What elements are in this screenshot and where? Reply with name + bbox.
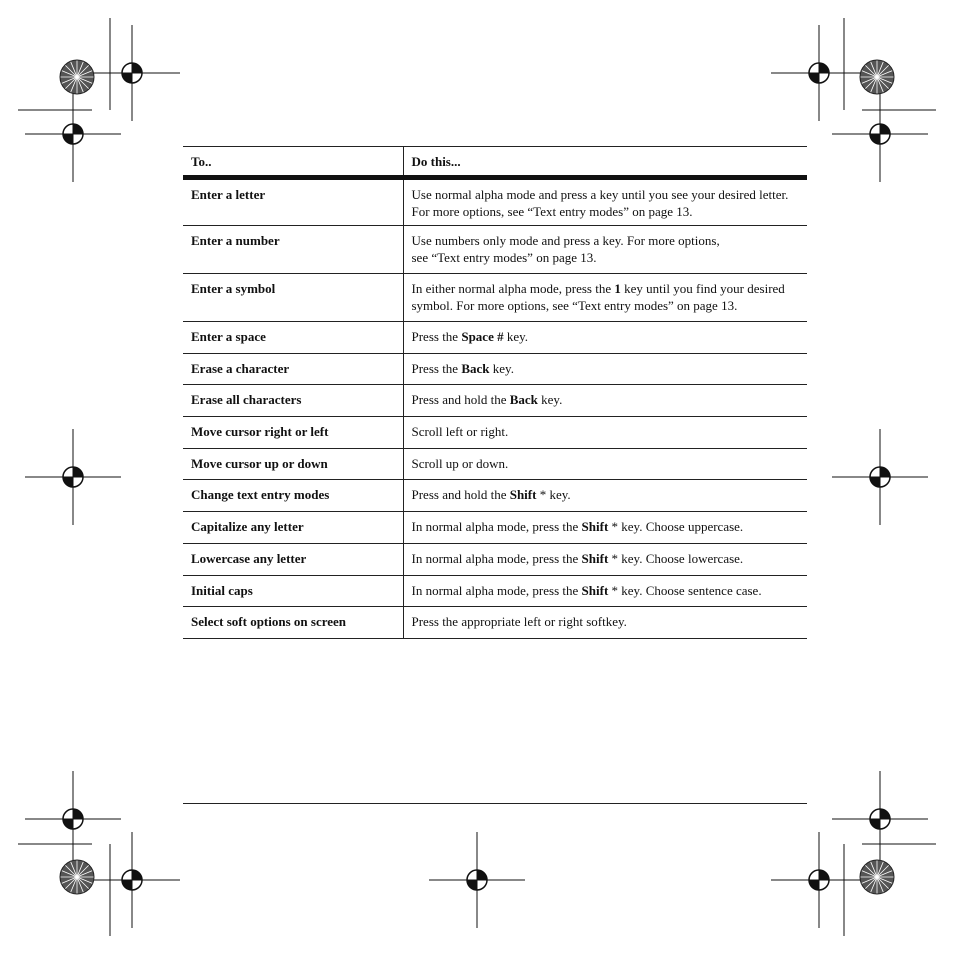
task-cell: Move cursor right or left	[183, 417, 403, 449]
registration-target-icon	[771, 832, 867, 928]
registration-target-icon	[84, 832, 180, 928]
table-row	[183, 322, 807, 354]
action-cell: In either normal alpha mode, press the 1 key until you find your desired symbol. For more options, see “Text entry modes” on page 13.	[403, 274, 807, 322]
color-starburst-icon	[860, 860, 894, 894]
table-header-row	[183, 147, 807, 178]
table-row	[183, 512, 807, 544]
task-cell: Select soft options on screen	[183, 607, 403, 639]
action-cell: Press the appropriate left or right softkey.	[403, 607, 807, 639]
task-cell: Change text entry modes	[183, 480, 403, 512]
registration-target-icon	[25, 86, 121, 182]
registration-target-icon	[771, 25, 867, 121]
color-starburst-icon	[60, 860, 94, 894]
table-row	[183, 607, 807, 639]
registration-target-icon	[25, 771, 121, 867]
footer-rule	[183, 803, 807, 804]
text-entry-table	[183, 146, 807, 639]
task-cell: Enter a space	[183, 322, 403, 354]
registration-target-icon	[832, 429, 928, 525]
task-cell: Erase a character	[183, 353, 403, 385]
action-cell: In normal alpha mode, press the Shift * key. Choose sentence case.	[403, 575, 807, 607]
action-cell: Use numbers only mode and press a key. For more options, see “Text entry modes” on page 13.	[403, 226, 807, 274]
table-row	[183, 226, 807, 274]
registration-target-icon	[832, 771, 928, 867]
column-header-task: To..	[183, 147, 403, 178]
task-cell: Capitalize any letter	[183, 512, 403, 544]
table-row	[183, 480, 807, 512]
action-cell: In normal alpha mode, press the Shift * key. Choose lowercase.	[403, 543, 807, 575]
action-cell: Press the Back key.	[403, 353, 807, 385]
task-cell: Lowercase any letter	[183, 543, 403, 575]
action-cell: Press and hold the Shift * key.	[403, 480, 807, 512]
task-cell: Enter a symbol	[183, 274, 403, 322]
table-row	[183, 353, 807, 385]
action-cell: Scroll up or down.	[403, 448, 807, 480]
action-cell: Scroll left or right.	[403, 417, 807, 449]
task-cell: Initial caps	[183, 575, 403, 607]
table-row	[183, 417, 807, 449]
registration-target-icon	[84, 25, 180, 121]
registration-target-icon	[832, 86, 928, 182]
action-cell: In normal alpha mode, press the Shift * key. Choose uppercase.	[403, 512, 807, 544]
color-starburst-icon	[60, 60, 94, 94]
action-cell: Use normal alpha mode and press a key until you see your desired letter. For more options, see “Text entry modes” on page 13.	[403, 178, 807, 226]
table-row	[183, 274, 807, 322]
task-cell: Enter a letter	[183, 178, 403, 226]
task-cell: Erase all characters	[183, 385, 403, 417]
color-starburst-icon	[860, 60, 894, 94]
table-row	[183, 178, 807, 226]
table-row	[183, 575, 807, 607]
registration-target-icon	[25, 429, 121, 525]
action-cell: Press the Space # key.	[403, 322, 807, 354]
table-row	[183, 448, 807, 480]
task-cell: Enter a number	[183, 226, 403, 274]
registration-target-icon	[429, 832, 525, 928]
table-row	[183, 543, 807, 575]
column-header-action: Do this...	[403, 147, 807, 178]
action-cell: Press and hold the Back key.	[403, 385, 807, 417]
task-cell: Move cursor up or down	[183, 448, 403, 480]
table-row	[183, 385, 807, 417]
